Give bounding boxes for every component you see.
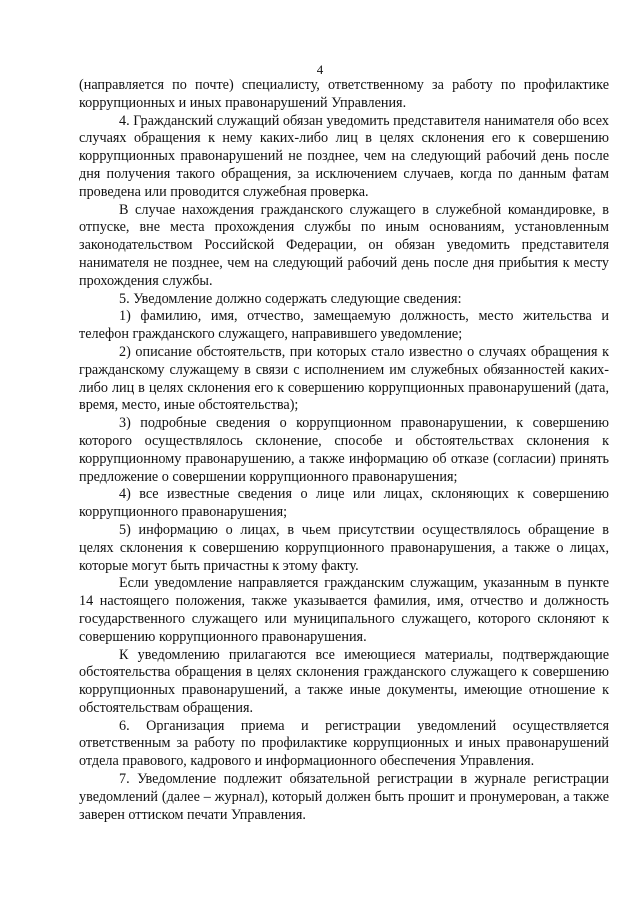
- paragraph-item-7: 7. Уведомление подлежит обязательной регистрации в журнале регистрации уведомлений (далее – журнал), который должен быть прошит и пронумерован, а также заверен оттиском печати Управления.: [79, 771, 609, 823]
- paragraph-business-trip: В случае нахождения гражданского служащего в служебной командировке, в отпуске, вне места прохождения службы по иным основаниям, установленным законодательством Российской Федерации, он обязан уведомить представителя нанимателя не позднее, чем на следующий рабочий день после дня прибытия к месту прохождения службы.: [79, 201, 609, 289]
- list-item-2: 2) описание обстоятельств, при которых стало известно о случаях обращения к гражданскому служащему в связи с исполнением им служебных обязанностей каких-либо лиц в целях склонения его к совершению коррупционных правонарушений (дата, время, место, иные обстоятельства);: [79, 343, 609, 414]
- paragraph-attachments: К уведомлению прилагаются все имеющиеся материалы, подтверждающие обстоятельства обращения в целях склонения гражданского служащего к совершению коррупционных правонарушений, а также иные документы, имеющие отношение к обстоятельствам обращения.: [79, 646, 609, 716]
- paragraph-continuation: (направляется по почте) специалисту, ответственному за работу по профилактике коррупционных и иных правонарушений Управления.: [79, 77, 609, 111]
- list-item-5: 5) информацию о лицах, в чьем присутствии осуществлялось обращение в целях склонения к совершению коррупционного правонарушения, а также о лицах, которые могут быть причастны к этому факту.: [79, 521, 609, 574]
- list-item-1: 1) фамилию, имя, отчество, замещаемую должность, место жительства и телефон гражданского служащего, направившего уведомление;: [79, 308, 609, 343]
- paragraph-item-4: 4. Гражданский служащий обязан уведомить представителя нанимателя обо всех случаях обращения к нему каких-либо лиц в целях склонения его к совершению коррупционных правонарушений не позднее, чем на следующий рабочий день после дня получения такого обращения, за исключением случаев, когда по данным фатам проведена или проводится служебная проверка.: [79, 112, 609, 200]
- page-number: 4: [316, 62, 324, 77]
- list-item-4: 4) все известные сведения о лице или лицах, склоняющих к совершению коррупционного правонарушения;: [79, 486, 609, 521]
- document-body: [79, 77, 609, 824]
- paragraph-item-6: 6. Организация приема и регистрации уведомлений осуществляется ответственным за работу по профилактике коррупционных и иных правонарушений отдела правового, кадрового и информационного обеспечения Управления.: [79, 717, 609, 770]
- paragraph-point-14: Если уведомление направляется гражданским служащим, указанным в пункте 14 настоящего положения, также указывается фамилия, имя, отчество и должность государственного служащего или муниципального служащего, которого склоняют к совершению коррупционного правонарушения.: [79, 575, 609, 645]
- paragraph-item-5: 5. Уведомление должно содержать следующие сведения:: [119, 290, 462, 307]
- list-item-3: 3) подробные сведения о коррупционном правонарушении, к совершению которого осуществлялось склонение, способе и обстоятельствах склонения к коррупционному правонарушению, а также информацию об отказе (согласии) принять предложение о совершении коррупционного правонарушения;: [79, 415, 609, 485]
